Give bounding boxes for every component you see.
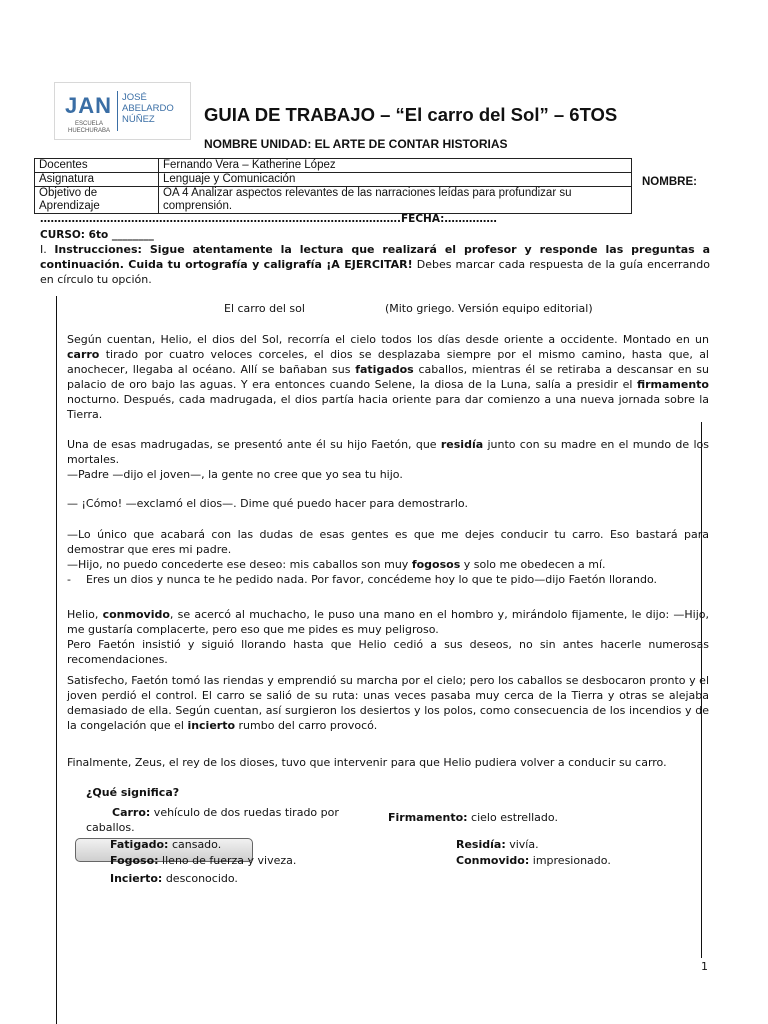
glossary-fogoso: Fogoso: lleno de fuerza y viveza. (110, 854, 297, 867)
table-row (35, 187, 632, 214)
info-value: OA 4 Analizar aspectos relevantes de las narraciones leídas para profundizar su comprensión. (159, 187, 632, 214)
frame-left-line (56, 296, 57, 1024)
story-title: El carro del sol (224, 302, 305, 315)
logo-school: ESCUELA HUECHURABA (67, 121, 110, 134)
glossary-firmamento: Firmamento: cielo estrellado. (388, 811, 558, 824)
unit-name: NOMBRE UNIDAD: EL ARTE DE CONTAR HISTORIAS (204, 137, 508, 151)
logo-initials: JAN (65, 93, 113, 118)
school-logo (54, 82, 191, 140)
story-paragraph-4: —Lo único que acabará con las dudas de esas gentes es que me dejes conducir tu carro. Eso bastará para demostrar que eres mi padre. —Hijo, no puedo concederte ese deseo: mis caballos son muy fogosos y solo me obedecen a mí. - Eres un dios y nunca te he pedido nada. Por favor, concédeme hoy lo que te pido—dijo Faetón llorando. (67, 528, 709, 586)
story-subtitle: (Mito griego. Versión equipo editorial) (384, 302, 593, 315)
instructions (40, 242, 710, 287)
glossary-carro-cont: caballos. (86, 821, 135, 834)
glossary-carro: Carro: vehículo de dos ruedas tirado por (112, 806, 339, 819)
instructions-text: Debes marcar cada respuesta de la guía encerrando en círculo tu opción. (40, 258, 710, 286)
info-value: Fernando Vera – Katherine López (159, 159, 632, 173)
table-row (35, 173, 632, 187)
glossary-incierto: Incierto: desconocido. (110, 872, 238, 885)
table-row (35, 159, 632, 173)
story-paragraph-5: Helio, conmovido, se acercó al muchacho, le puso una mano en el hombro y, mirándolo fijamente, le dijo: —Hijo, me gustaría complacerte, pero eso que me pides es muy peligroso. Pero Faetón insistió y siguió llorando hasta que Helio cedió a sus deseos, no sin antes hacerle numerosas recomendaciones. (67, 608, 709, 666)
info-key: Objetivo de Aprendizaje (35, 187, 159, 214)
story-paragraph-2: Una de esas madrugadas, se presentó ante él su hijo Faetón, que residía junto con su madre en el mundo de los mortales. —Padre —dijo el joven—, la gente no cree que yo sea tu hijo. (67, 438, 709, 481)
info-value: Lenguaje y Comunicación (159, 173, 632, 187)
story-paragraph-1: Según cuentan, Helio, el dios del Sol, recorría el cielo todos los días desde oriente a occidente. Montado en un carro tirado por cuatro veloces corceles, el dios se desplazaba siempre por el mismo camino, hasta que, al anochecer, llegaba al océano. Allí se bañaban sus fatigados caballos, mientras él se retiraba a descansar en su palacio de oro bajo las aguas. Y era entonces cuando Selene, la diosa de la Luna, salía a presidir el firmamento nocturno. Después, cada madrugada, el dios partía hacia oriente para dar comienzo a una nueva jornada sobre la Tierra. (67, 333, 709, 421)
nombre-label: NOMBRE: (642, 176, 697, 188)
glossary-fatigado: Fatigado: cansado. (110, 838, 222, 851)
page-number: 1 (701, 960, 708, 973)
instructions-text-bold: Sigue atentamente la lectura que realizará el profesor y responde las preguntas a continuación. Cuida tu ortografía y caligrafía ¡A EJERCITAR! (40, 243, 710, 271)
story-header (224, 302, 593, 315)
instructions-prefix: I. (40, 243, 47, 256)
glossary-heading: ¿Qué significa? (86, 786, 180, 799)
glossary-residia: Residía: vivía. (456, 838, 539, 851)
logo-separator (117, 91, 118, 131)
logo-name: JOSÉ ABELARDO NÚÑEZ (122, 92, 174, 125)
story-paragraph-7: Finalmente, Zeus, el rey de los dioses, tuvo que intervenir para que Helio pudiera volver a conducir su carro. (67, 756, 667, 769)
story-paragraph-3: — ¡Cómo! —exclamó el dios—. Dime qué puedo hacer para demostrarlo. (67, 497, 468, 510)
instructions-label: Instrucciones: (54, 243, 142, 256)
info-key: Asignatura (35, 173, 159, 187)
page-title: GUIA DE TRABAJO – “El carro del Sol” – 6TOS (204, 104, 618, 125)
story-paragraph-6: Satisfecho, Faetón tomó las riendas y emprendió su marcha por el cielo; pero los caballos se desbocaron pronto y el joven perdió el control. El carro se salió de su ruta: unas veces pasaba muy cerca de la Tierra y otras se alejaba demasiado de ella. Según cuentan, así surgieron los desiertos y los polos, como consecuencia de los incendios y de la congelación que el incierto rumbo del carro provocó. (67, 674, 709, 732)
info-table (34, 158, 632, 214)
curso-line: CURSO: 6to ________ (40, 229, 154, 241)
fecha-line: ………………………………………………………………………………………….FECHA:…………… (40, 213, 497, 225)
info-key: Docentes (35, 159, 159, 173)
glossary-conmovido: Conmovido: impresionado. (456, 854, 611, 867)
